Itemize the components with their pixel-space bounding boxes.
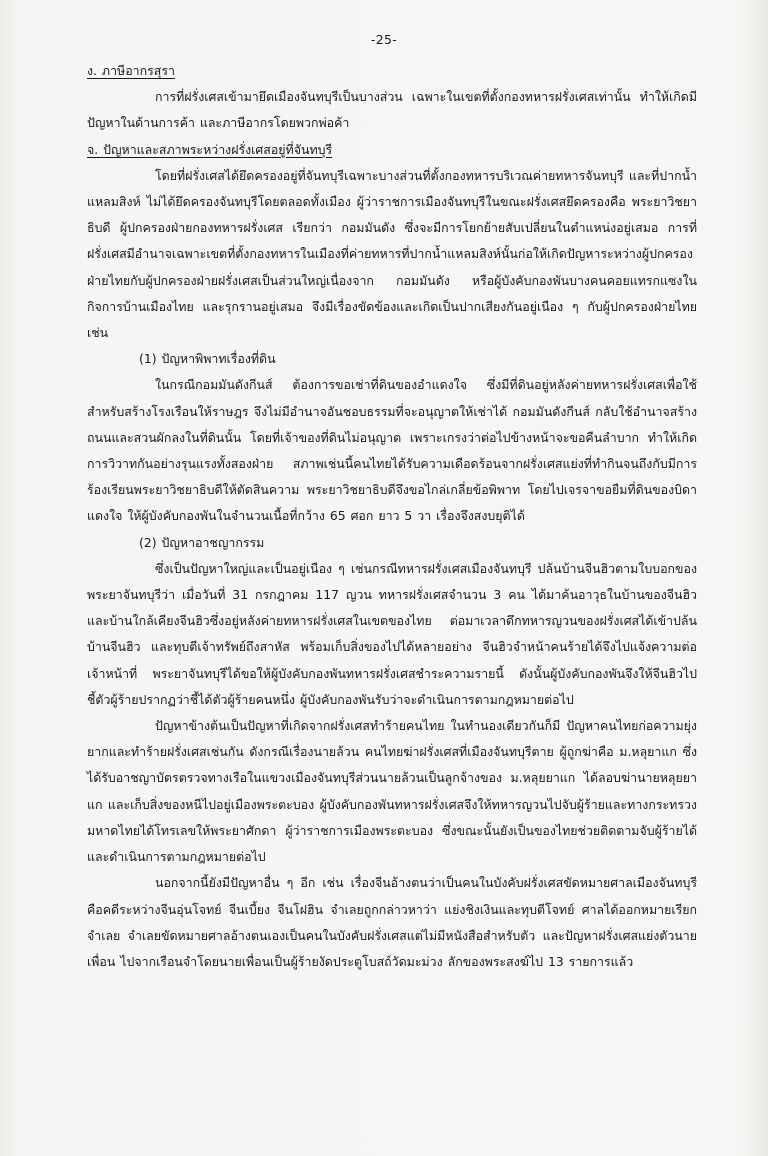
subheading-land-dispute: (1) ปัญหาพิพาทเรื่องที่ดิน bbox=[139, 351, 276, 367]
paragraph-other-problems: นอกจากนี้ยังมีปัญหาอื่น ๆ อีก เช่น เรื่องจีนอ้างตนว่าเป็นคนในบังคับฝรั่งเศสขัดหมายศาลเมืองจันทบุรี คือคดีระหว่างจีนอุ่นโจทย์ จีนเบี้ยง จีนโฝฮิน จำเลยถูกกล่าวหาว่า แย่งชิงเงินและทุบตีโจทย์ ศาลได้ออกหมายเรียกจำเลย จำเลยขัดหมายศาลอ้างตนเองเป็นคนในบังคับฝรั่งเศสแต่ไม่มีหนังสือสำหรับตัว และปัญหาฝรั่งเศสแย่งตัวนายเพื่อน ไปจากเรือนจำโดยนายเพื่อนเป็นผู้ร้ายงัดประตูโบสถ์วัดมะม่วง ลักของพระสงฆ์ไป 13 รายการแล้ว bbox=[87, 875, 697, 969]
paragraph-crime: ซึ่งเป็นปัญหาใหญ่และเป็นอยู่เนือง ๆ เช่นกรณีทหารฝรั่งเศสเมืองจันทบุรี ปล้นบ้านจีนฮิวตามใบบอกของพระยาจันทบุรีว่า เมื่อวันที่ 31 กรกฎาคม 117 ญวน ทหารฝรั่งเศสจำนวน 3 คน ได้มาค้นอาวุธในบ้านของจีนฮิว และบ้านใกล้เคียงจีนฮิวซึ่งอยู่หลังค่ายทหารฝรั่งเศสในเขตของไทย ต่อมาเวลาดึกทหารญวนของฝรั่งเศสได้เข้าปล้นบ้านจีนฮิว และทุบตีเจ้าทรัพย์ถึงสาหัส พร้อมเก็บสิ่งของไปได้หลายอย่าง จีนฮิวจำหน้าคนร้ายได้จึงไปแจ้งความต่อเจ้าหน้าที่ พระยาจันทบุรีได้ขอให้ผู้บังคับกองพันทหารฝรั่งเศสชำระความรายนี้ ดังนั้นผู้บังคับกองพันจึงให้จีนฮิวไปชี้ตัวผู้ร้ายปรากฏว่าชี้ได้ตัวผู้ร้ายคนหนึ่ง ผู้บังคับกองพันรับว่าจะดำเนินการตามกฎหมายต่อไป bbox=[87, 560, 697, 707]
paragraph-occupation: โดยที่ฝรั่งเศสได้ยึดครองอยู่ที่จันทบุรีเฉพาะบางส่วนที่ตั้งกองทหารบริเวณค่ายทหารจันทบุรี และที่ปากน้ำแหลมสิงห์ ไม่ได้ยึดครองจันทบุรีโดยตลอดทั้งเมือง ผู้ว่าราชการเมืองจันทบุรีในขณะฝรั่งเศสยึดครองคือ พระยาวิชยาธิบดี ผู้ปกครองฝ่ายกองทหารฝรั่งเศส เรียกว่า กอมมันดัง ซึ่งจะมีการโยกย้ายสับเปลี่ยนในตำแหน่งอยู่เสมอ การที่ฝรั่งเศสมีอำนาจเฉพาะเขตที่ตั้งกองทหารในเมืองที่ค่ายทหารที่ปากน้ำแหลมสิงห์นั้นก่อให้เกิดปัญหาระหว่างผู้ปกครองฝ่ายไทยกับผู้ปกครองฝ่ายฝรั่งเศสเป็นส่วนใหญ่เนื่องจาก กอมมันดัง หรือผู้บังคับกองพันบางคนคอยแทรกแซงในกิจการบ้านเมืองไทย และรุกรานอยู่เสมอ จึงมีเรื่องขัดข้องและเกิดเป็นปากเสียงกันอยู่เนือง ๆ กับผู้ปกครองฝ่ายไทย เช่น bbox=[87, 167, 697, 341]
paragraph-liquor-tax: การที่ฝรั่งเศสเข้ามายึดเมืองจันทบุรีเป็นบางส่วน เฉพาะในเขตที่ตั้งกองทหารฝรั่งเศสเท่านั้น ทำให้เกิดมีปัญหาในด้านการค้า และภาษีอากรโดยพวกพ่อค้า bbox=[87, 89, 697, 131]
page-number: -25- bbox=[370, 32, 398, 47]
paragraph-land-dispute: ในกรณีกอมมันดังกีนส์ ต้องการขอเช่าที่ดินของอำแดงใจ ซึ่งมีที่ดินอยู่หลังค่ายทหารฝรั่งเศสเพื่อใช้สำหรับสร้างโรงเรือนให้ราษฎร จึงไม่มีอำนาจอันชอบธรรมที่จะอนุญาตให้เช่าได้ กอมมันดังกีนส์ กลับใช้อำนาจสร้างถนนและสวนผักลงในที่ดินนั้น โดยที่เจ้าของที่ดินไม่อนุญาต เพราะเกรงว่าต่อไปข้างหน้าจะขอคืนลำบาก ทำให้เกิดการวิวาทกันอย่างรุนแรงทั้งสองฝ่าย สภาพเช่นนี้คนไทยได้รับความเดือดร้อนจากฝรั่งเศสแย่งที่ทำกินจนถึงกับมีการร้องเรียนพระยาวิชยาธิบดีให้ตัดสินความ พระยาวิชยาธิบดีจึงขอไกล่เกลี่ยข้อพิพาท โดยไปเจรจาขอยืมที่ดินของบิดาแดงใจ ให้ผู้บังคับกองพันในจำนวนเนื้อที่กว้าง 65 ศอก ยาว 5 วา เรื่องจึงสงบยุติได้ bbox=[87, 377, 697, 524]
section-heading-problems: จ. ปัญหาและสภาพระหว่างฝรั่งเศสอยู่ที่จันทบุรี bbox=[87, 141, 333, 157]
paragraph-thai-crime: ปัญหาข้างต้นเป็นปัญหาที่เกิดจากฝรั่งเศสทำร้ายคนไทย ในทำนองเดียวกันก็มี ปัญหาคนไทยก่อความยุ่งยากและทำร้ายฝรั่งเศสเช่นกัน ดังกรณีเรื่องนายล้วน คนไทยฆ่าฝรั่งเศสที่เมืองจันทบุรีตาย ผู้ถูกฆ่าคือ ม.หลุยาแก ซึ่งได้รับอาชญาบัตรตรวจทางเรือในแขวงเมืองจันทบุรีส่วนนายล้วนเป็นลูกจ้างของ ม.หลุยยาแก ได้ลอบฆ่านายหลุยยาแก และเก็บสิ่งของหนีไปอยู่เมืองพระตะบอง ผู้บังคับกองพันทหารฝรั่งเศสจึงให้ทหารญวนไปจับผู้ร้ายและทางกระทรวงมหาดไทยได้โทรเลขให้พระยาศักดา ผู้ว่าราชการเมืองพระตะบอง ซึ่งขณะนั้นยังเป็นของไทยช่วยติดตามจับผู้ร้ายได้และดำเนินการตามกฎหมายต่อไป bbox=[87, 718, 697, 865]
section-heading-liquor-tax: ง. ภาษีอากรสุรา bbox=[87, 63, 175, 78]
document-body bbox=[87, 58, 697, 975]
subheading-crime: (2) ปัญหาอาชญากรรม bbox=[139, 534, 265, 550]
